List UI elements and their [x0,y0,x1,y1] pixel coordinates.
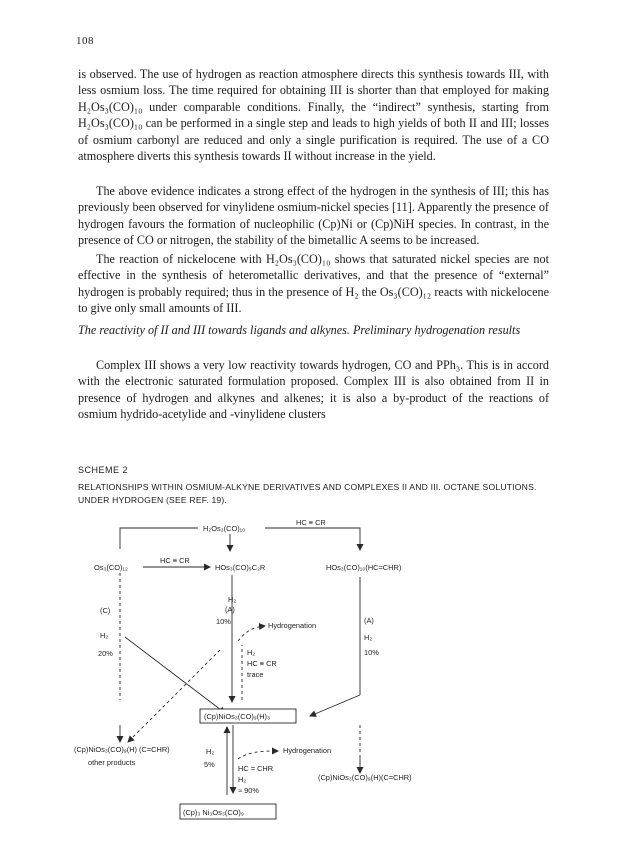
label-h2-bottom-right: H₂ [238,775,247,784]
label-hc-cr-center-lower: HC ≡ CR [247,659,277,668]
label-h2-left: H₂ [100,631,109,640]
node-hos3-c2r: HOs₃(CO)₉C₂R [215,563,266,572]
node-h2os3: H₂Os₃(CO)₁₀ [203,524,246,533]
reaction-scheme-diagram [70,515,530,845]
diag-os3-to-cpnios3h3 [125,637,225,713]
label-c-left: (C) [100,606,111,615]
label-trace: trace [247,670,264,679]
body-paragraph-4: Complex III shows a very low reactivity towards hydrogen, CO and PPh₃. This is in accord with the electronic saturated formulation proposed. Complex III is also obtained from II in presence of hydrogen and alkynes and alkenes; it is also a by-product of the reactions of osmium hydrido-acetylide and -vinylidene clusters [78,358,549,422]
node-cpnios3-right: (Cp)NiOs₃(CO)₉(H)(C=CHR) [318,773,412,782]
body-paragraph-3: The reaction of nickelocene with H₂Os₃(CO)₁₀ shows that saturated nickel species are not effective in the synthesis of heterometallic derivatives, and that the presence of “external” hydrogen is probably required; thus in the presence of H₂ the Os₃(CO)₁₂ reacts with nickelocene to give only small amounts of III. [78,252,549,316]
top-right-connector [265,528,360,550]
scheme-caption: RELATIONSHIPS WITHIN OSMIUM-ALKYNE DERIVATIVES AND COMPLEXES II AND III. OCTANE SOLUTIONS. UNDER HYDROGEN (SEE REF. 19). [78,482,537,505]
label-h2-center-lower: H₂ [247,648,256,657]
node-cpnios3h3: (Cp)NiOs₃(CO)₉(H)₃ [204,712,271,721]
label-h2-bottom: H₂ [206,747,215,756]
node-cp3ni3os3: (Cp)₃ Ni₃Os₃(CO)₉ [183,808,244,817]
reaction-scheme-svg [70,515,530,845]
arrow-hydrogenation-upper [238,626,265,641]
node-hos3-vinyl: HOs₃(CO)₁₀(HC=CHR) [326,563,402,572]
arrow-hydrogenation-lower [238,751,278,759]
scheme-label: SCHEME 2 [78,465,129,475]
label-hydrogenation-lower: Hydrogenation [283,746,332,755]
page-number: 108 [76,35,94,47]
label-10pct-center: 10% [216,617,231,626]
label-h2-right: H₂ [364,633,373,642]
label-a-center: (A) [225,605,235,614]
label-h2-center: H₂ [228,595,237,604]
body-paragraph-2: The above evidence indicates a strong effect of the hydrogen in the synthesis of III; this has previously been observed for vinylidene osmium-nickel species [11]. Apparently the presence of hydrogen favours the formation of nucleophilic (Cp)Ni or (Cp)NiH species. In contrast, in the presence of CO or nitrogen, the stability of the bimetallic A seems to be increased. [78,184,549,248]
node-cpnios3-left: (Cp)NiOs₃(CO)₉(H) (C=CHR) [74,745,170,754]
label-other-products: other products [88,758,136,767]
label-hydrogenation-upper: Hydrogenation [268,621,317,630]
label-hc-cr-mid: HC ≡ CR [160,556,190,565]
label-5pct-bottom: 5% [204,760,215,769]
label-20pct-left: 20% [98,649,113,658]
section-title: The reactivity of II and III towards ligands and alkynes. Preliminary hydrogenation results [78,323,521,337]
label-hc-cr-top: HC ≡ CR [296,518,326,527]
node-os3: Os₃(CO)₁₂ [94,563,128,572]
label-hc-chr-bottom: HC = CHR [238,764,274,773]
top-left-connector [120,528,198,549]
label-10pct-right: 10% [364,648,379,657]
label-a-right: (A) [364,616,374,625]
diag-hos3c2r-to-left [128,650,220,742]
arrow-right-to-cpnios3h3 [310,695,360,716]
label-90pct: ≈ 90% [238,786,259,795]
body-paragraph-1: is observed. The use of hydrogen as reaction atmosphere directs this synthesis towards III, with less osmium loss. The time required for obtaining III is shorter than that employed for making H₂Os₃(CO)₁₀ under comparable conditions. Finally, the “indirect” synthesis, starting from H₂Os₃(CO)₁₀ can be performed in a single step and leads to high yields of both II and III; losses of osmium carbonyl are reduced and only a single purification is required. The use of a CO atmosphere diverts this synthesis towards II without increase in the yield. [78,67,549,164]
